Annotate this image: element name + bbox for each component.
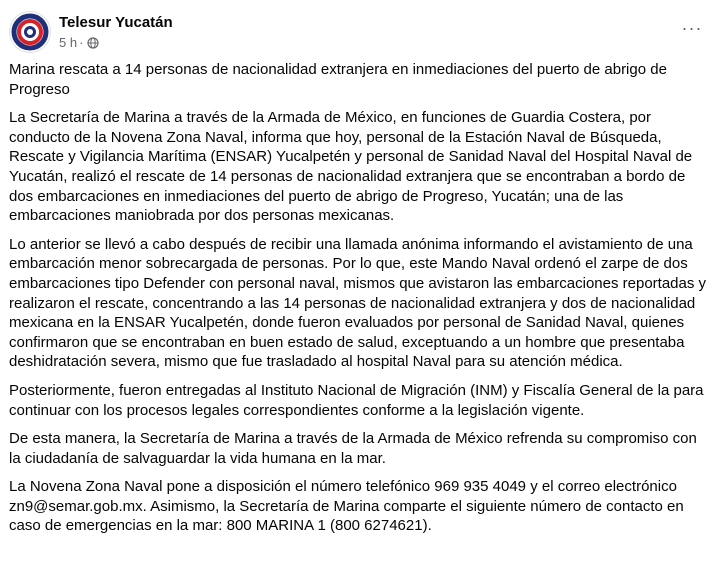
more-options-icon[interactable]: ···: [681, 18, 703, 38]
post-paragraph: La Secretaría de Marina a través de la Armada de México, en funciones de Guardia Costera, por conducto de la Novena Zona Naval, informa que hoy, personal de la Estación Naval de Búsqueda, Rescate y Vigilancia Marítima (ENSAR) Yucalpetén y personal de Sanidad Naval del Hospital Naval de Yucatán, realizó el rescate de 14 personas de nacionalidad extranjera que se encontraban a bordo de dos embarcaciones en inmediaciones del puerto de abrigo de Progreso, Yucatán; una de las embarcaciones maniobrada por dos personas mexicanas.: [9, 109, 693, 225]
post-paragraph: Lo anterior se llevó a cabo después de recibir una llamada anónima informando el avistamiento de una embarcación menor sobrecargada de personas. Por lo que, este Mando Naval ordenó el zarpe de dos embarcaciones tipo Defender con personal naval, mismos que avistaron las embarcaciones reportadas y realizaron el rescate, concentrando a las 14 personas de nacionalidad extranjera y dos de nacionalidad mexicana en la ENSAR Yucalpetén, donde fueron evaluados por personal de Sanidad Naval, quienes confirmaron que se encontraban en buen estado de salud, exceptuando a un hombre que presentaba deshidratación severa, mismo que fue trasladado al hospital Naval para su atención médica.: [9, 235, 707, 371]
post-headline: Marina rescata a 14 personas de nacionalidad extranjera en inmediaciones del puerto de abrigo de Progreso: [9, 61, 667, 98]
post-header: [8, 10, 710, 56]
post-body: [9, 60, 709, 545]
post-paragraph: La Novena Zona Naval pone a disposición el número telefónico 969 935 4049 y el correo electrónico zn9@semar.gob.mx. Asimismo, la Secretaría de Marina comparte el siguiente número de contacto en caso de emergencias en la mar: 800 MARINA 1 (800 6274621).: [9, 478, 684, 535]
meta-separator: ·: [79, 35, 84, 50]
telesur-logo-icon: [10, 12, 50, 52]
post-time[interactable]: 5 h: [59, 35, 78, 50]
page-name[interactable]: Telesur Yucatán: [59, 14, 173, 31]
post-paragraph: De esta manera, la Secretaría de Marina a través de la Armada de México refrenda su compromiso con la ciudadanía de salvaguardar la vida humana en la mar.: [9, 430, 697, 467]
post-meta: [59, 35, 99, 50]
post-paragraph: Posteriormente, fueron entregadas al Instituto Nacional de Migración (INM) y Fiscalía General de la para continuar con los procesos legales correspondientes conforme a la legislación vigente.: [9, 381, 704, 419]
page-avatar[interactable]: [10, 12, 50, 52]
globe-icon[interactable]: [87, 37, 99, 49]
